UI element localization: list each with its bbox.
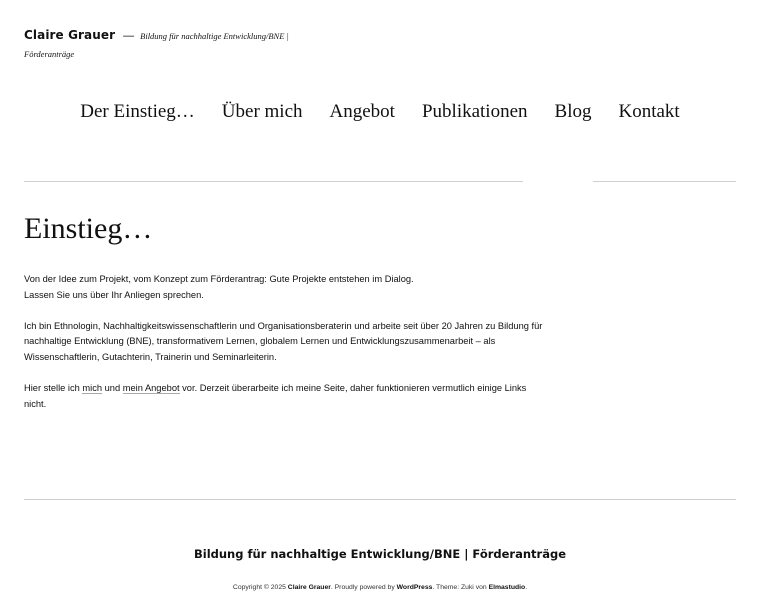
intro-paragraph [24,272,544,303]
intro-line-2: Lassen Sie uns über Ihr Anliegen sprechen. [24,289,204,300]
site-title-link[interactable]: Claire Grauer [24,28,116,42]
main-navigation [0,101,760,123]
notice-paragraph [24,381,544,412]
elmastudio-link[interactable]: Elmastudio [488,584,526,591]
nav-item-einstieg[interactable]: Der Einstieg… [80,101,195,122]
footer-divider [24,499,736,500]
notice-text-post: vor. Derzeit überarbeite ich meine Seite, daher funktionieren vermutlich einige Links nicht. [24,383,527,409]
link-mich[interactable]: mich [82,383,103,394]
nav-item-ueber-mich[interactable]: Über mich [221,101,303,122]
nav-item-angebot[interactable]: Angebot [329,101,395,122]
nav-item-blog[interactable]: Blog [554,101,592,122]
credits-end: . [525,584,528,591]
notice-text-mid: und [102,383,123,394]
footer-credits [0,584,760,591]
copyright-text: Copyright © 2025 [232,584,288,591]
site-tagline: Bildung für nachhaltige Entwicklung/BNE | Förderanträge [24,31,289,59]
footer-site-description: Bildung für nachhaltige Entwicklung/BNE | Förderanträge [193,547,566,561]
page-content [24,272,544,428]
header-divider-right [593,181,736,182]
page-title: Einstieg… [24,212,153,245]
site-header [24,26,324,62]
nav-item-kontakt[interactable]: Kontakt [618,101,680,122]
bio-paragraph: Ich bin Ethnologin, Nachhaltigkeitswissenschaftlerin und Organisationsberaterin und arbeite seit über 20 Jahren zu Bildung für nachhaltige Entwicklung (BNE), transformativem Lernen, globalem Lernen und Entwicklungszusammenarbeit – als Wissenschaftlerin, Gutachterin, Trainerin und Seminarleiterin. [24,320,543,362]
wordpress-link[interactable]: WordPress [396,584,433,591]
copyright-name-link[interactable]: Claire Grauer [287,584,331,591]
link-mein-angebot[interactable]: mein Angebot [122,383,180,394]
title-separator: — [123,30,135,42]
intro-line-1: Von der Idee zum Projekt, vom Konzept zum Förderantrag: Gute Projekte entstehen im Dialog. [24,274,414,284]
theme-text: . Theme: Zuki von [432,584,489,591]
notice-text-pre: Hier stelle ich [24,383,83,394]
header-divider-left [24,181,523,182]
nav-item-publikationen[interactable]: Publikationen [421,101,528,122]
powered-text: . Proudly powered by [330,584,397,591]
